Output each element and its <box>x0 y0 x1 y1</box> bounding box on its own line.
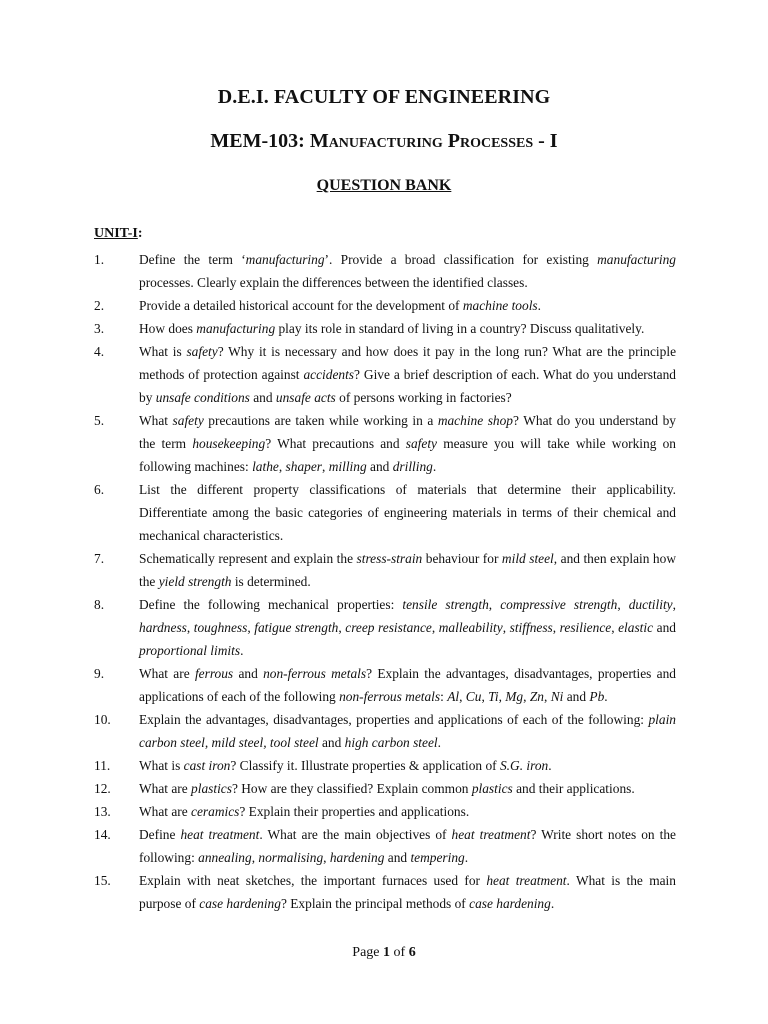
text-run: . What is the main purpose of <box>139 873 676 911</box>
text-run: , <box>481 689 489 704</box>
text-run: and their applications. <box>512 781 635 796</box>
text-run: . <box>437 735 441 750</box>
text-run: What <box>139 413 173 428</box>
text-run: , <box>502 620 510 635</box>
text-run: . <box>537 298 541 313</box>
question-item <box>94 340 676 409</box>
text-run: ? Explain the principal methods of <box>280 896 470 911</box>
emphasis-term: Mg <box>505 689 524 704</box>
text-run: measure you will take while working on following machines: <box>139 436 677 474</box>
institute-heading: D.E.I. FACULTY OF ENGINEERING <box>217 86 551 108</box>
emphasis-term: ceramics <box>191 804 240 819</box>
text-run: , <box>459 689 466 704</box>
text-run: processes. Clearly explain the differences between the identified classes. <box>139 275 528 290</box>
emphasis-term: machine shop <box>437 413 514 428</box>
text-run: , <box>338 620 346 635</box>
text-run: Provide a detailed historical account for the development of <box>139 298 463 313</box>
text-run: What is <box>139 344 187 359</box>
text-run: ? Classify it. Illustrate properties & application of <box>230 758 500 773</box>
emphasis-term: stiffness <box>509 620 553 635</box>
emphasis-term: creep resistance <box>345 620 432 635</box>
emphasis-term: stress-strain <box>356 551 423 566</box>
question-number: 14. <box>94 827 111 842</box>
question-number: 11. <box>94 758 111 773</box>
page-middle: of <box>390 945 409 960</box>
text-run: . What are the main objectives of <box>259 827 452 842</box>
text-run: Schematically represent and explain the <box>139 551 357 566</box>
question-number: 9. <box>94 666 105 681</box>
section-title: QUESTION BANK <box>316 177 452 194</box>
question-item <box>94 294 676 317</box>
emphasis-term: safety <box>186 344 218 359</box>
question-text <box>139 597 676 658</box>
text-run: , <box>323 850 330 865</box>
emphasis-term: Zn <box>529 689 544 704</box>
emphasis-term: yield strength <box>158 574 232 589</box>
emphasis-term: lathe <box>252 459 279 474</box>
text-run: . <box>432 459 437 474</box>
question-number: 10. <box>94 712 111 727</box>
question-item <box>94 593 676 662</box>
text-run: , <box>552 620 560 635</box>
question-number: 15. <box>94 873 111 888</box>
question-number: 13. <box>94 804 111 819</box>
text-run: , <box>544 689 551 704</box>
question-number: 5. <box>94 413 105 428</box>
emphasis-term: manufacturing <box>597 252 676 267</box>
text-run: ? Write short notes on the following: <box>139 827 676 865</box>
text-run: , <box>498 689 506 704</box>
question-number: 3. <box>94 321 105 336</box>
text-run: . <box>464 850 469 865</box>
question-text <box>139 413 676 474</box>
question-text <box>139 758 552 773</box>
emphasis-term: safety <box>405 436 437 451</box>
text-run: ? What do you understand by the term <box>139 413 676 451</box>
text-run: Define <box>139 827 181 842</box>
emphasis-term: plain carbon steel, mild steel, tool steel <box>139 712 676 750</box>
emphasis-term: elastic <box>618 620 654 635</box>
question-text <box>139 482 676 543</box>
emphasis-term: Ni <box>550 689 564 704</box>
question-text <box>139 781 635 796</box>
question-item <box>94 823 676 869</box>
emphasis-term: milling <box>328 459 367 474</box>
text-run: , and then explain how the <box>139 551 676 589</box>
question-text <box>139 551 676 589</box>
text-run: . <box>604 689 608 704</box>
text-run: , <box>672 597 676 612</box>
question-number: 2. <box>94 298 105 313</box>
emphasis-term: Al <box>447 689 460 704</box>
text-run: , <box>322 459 329 474</box>
text-run: Explain the advantages, disadvantages, properties and applications of each of the following: <box>139 712 649 727</box>
page-prefix: Page <box>352 945 384 960</box>
text-run: , <box>523 689 530 704</box>
emphasis-term: hardness <box>139 620 187 635</box>
text-run: behaviour for <box>422 551 502 566</box>
emphasis-term: Ti <box>488 689 499 704</box>
question-item <box>94 708 676 754</box>
text-run: Define the following mechanical properties: <box>139 597 403 612</box>
question-item <box>94 478 676 547</box>
text-run: of persons working in factories? <box>335 390 512 405</box>
text-run: ? Why it is necessary and how does it pay in the long run? What are the principle methods of protection against <box>139 344 677 382</box>
text-run: , <box>611 620 619 635</box>
emphasis-term: proportional limits <box>139 643 241 658</box>
question-item <box>94 777 676 800</box>
emphasis-term: plastics <box>471 781 513 796</box>
text-run: , <box>488 597 501 612</box>
text-run: What are <box>139 666 195 681</box>
text-run: , <box>186 620 194 635</box>
text-run: : <box>440 689 448 704</box>
text-run: , <box>251 850 259 865</box>
emphasis-term: resilience <box>559 620 612 635</box>
question-list <box>94 248 676 915</box>
emphasis-term: manufacturing <box>196 321 276 336</box>
text-run: is determined. <box>231 574 311 589</box>
emphasis-term: S.G. iron <box>499 758 549 773</box>
text-run: How does <box>139 321 197 336</box>
emphasis-term: drilling <box>392 459 433 474</box>
emphasis-term: case hardening <box>469 896 551 911</box>
emphasis-term: non-ferrous metals <box>339 689 441 704</box>
text-run: , <box>278 459 286 474</box>
emphasis-term: tensile strength <box>402 597 489 612</box>
emphasis-term: tempering <box>410 850 465 865</box>
question-text <box>139 873 676 911</box>
text-run: Explain with neat sketches, the important furnaces used for <box>139 873 487 888</box>
page-current: 1 <box>383 945 391 960</box>
text-run: . <box>240 643 244 658</box>
emphasis-term: compressive strength <box>500 597 618 612</box>
text-run: ? Explain the advantages, disadvantages, properties and applications of each of the following <box>139 666 677 704</box>
text-run: ? Give a brief description of each. What do you understand by <box>139 367 676 405</box>
question-number: 8. <box>94 597 105 612</box>
text-run: and <box>653 620 676 635</box>
emphasis-term: normalising <box>258 850 324 865</box>
emphasis-term: case hardening <box>199 896 281 911</box>
text-run: . <box>550 896 555 911</box>
emphasis-term: ductility <box>628 597 673 612</box>
question-text <box>139 321 644 336</box>
text-run: List the different property classifications of materials that determine their applicability. Differentiate among the basic categories of engineering materials in terms of their chemical and mechanical characteristics. <box>139 482 676 543</box>
text-run: play its role in standard of living in a country? Discuss qualitatively. <box>275 321 645 336</box>
question-item <box>94 547 676 593</box>
question-text <box>139 712 676 750</box>
emphasis-term: hardening <box>329 850 385 865</box>
unit-label: UNIT-I <box>94 226 138 241</box>
emphasis-term: Cu <box>465 689 482 704</box>
text-run: ? How are they classified? Explain common <box>231 781 472 796</box>
text-run: and <box>384 850 411 865</box>
emphasis-term: mild steel <box>501 551 554 566</box>
emphasis-term: Pb <box>589 689 605 704</box>
question-text <box>139 666 676 704</box>
emphasis-term: housekeeping <box>192 436 266 451</box>
text-run: ? What precautions and <box>265 436 406 451</box>
emphasis-term: plastics <box>191 781 232 796</box>
text-run: and <box>366 459 393 474</box>
emphasis-term: ferrous <box>194 666 234 681</box>
text-run: precautions are taken while working in a <box>203 413 438 428</box>
question-item <box>94 662 676 708</box>
text-run: and <box>563 689 590 704</box>
emphasis-term: accidents <box>303 367 355 382</box>
question-item <box>94 754 676 777</box>
emphasis-term: non-ferrous metals <box>263 666 367 681</box>
emphasis-term: machine tools <box>462 298 538 313</box>
text-run: ’. Provide a broad classification for existing <box>324 252 598 267</box>
text-run: What are <box>139 804 192 819</box>
question-text <box>139 804 469 819</box>
emphasis-term: safety <box>172 413 204 428</box>
question-number: 12. <box>94 781 111 796</box>
emphasis-term: heat treatment <box>180 827 260 842</box>
text-run: and <box>318 735 345 750</box>
text-run: , <box>617 597 629 612</box>
text-run: What are <box>139 781 192 796</box>
page-footer <box>0 945 768 961</box>
emphasis-term: annealing <box>198 850 252 865</box>
text-run: Define the term ‘ <box>139 252 246 267</box>
question-text <box>139 344 676 405</box>
emphasis-term: manufacturing <box>245 252 325 267</box>
emphasis-term: unsafe acts <box>275 390 336 405</box>
text-run: and <box>249 390 276 405</box>
emphasis-term: malleability <box>438 620 503 635</box>
text-run: ? Explain their properties and applications. <box>239 804 470 819</box>
emphasis-term: high carbon steel <box>344 735 438 750</box>
question-item <box>94 800 676 823</box>
text-run: . <box>548 758 552 773</box>
question-text <box>139 298 541 313</box>
question-text <box>139 252 676 290</box>
question-number: 7. <box>94 551 105 566</box>
text-run: and <box>233 666 264 681</box>
question-item <box>94 248 676 294</box>
emphasis-term: cast iron <box>183 758 231 773</box>
text-run: What is <box>139 758 184 773</box>
text-run: , <box>247 620 255 635</box>
emphasis-term: toughness <box>193 620 248 635</box>
question-text <box>139 827 676 865</box>
emphasis-term: heat treatment <box>486 873 567 888</box>
unit-heading <box>94 226 143 242</box>
emphasis-term: fatigue strength <box>254 620 339 635</box>
question-number: 6. <box>94 482 105 497</box>
emphasis-term: heat treatment <box>451 827 531 842</box>
page-total: 6 <box>408 945 416 960</box>
question-item <box>94 869 676 915</box>
emphasis-term: shaper <box>285 459 322 474</box>
question-number: 1. <box>94 252 105 267</box>
question-item <box>94 409 676 478</box>
course-title: MEM-103: Manufacturing Processes - I <box>210 130 558 152</box>
emphasis-term: unsafe conditions <box>155 390 250 405</box>
question-number: 4. <box>94 344 105 359</box>
unit-suffix: : <box>137 226 143 241</box>
question-item <box>94 317 676 340</box>
text-run: , <box>431 620 439 635</box>
